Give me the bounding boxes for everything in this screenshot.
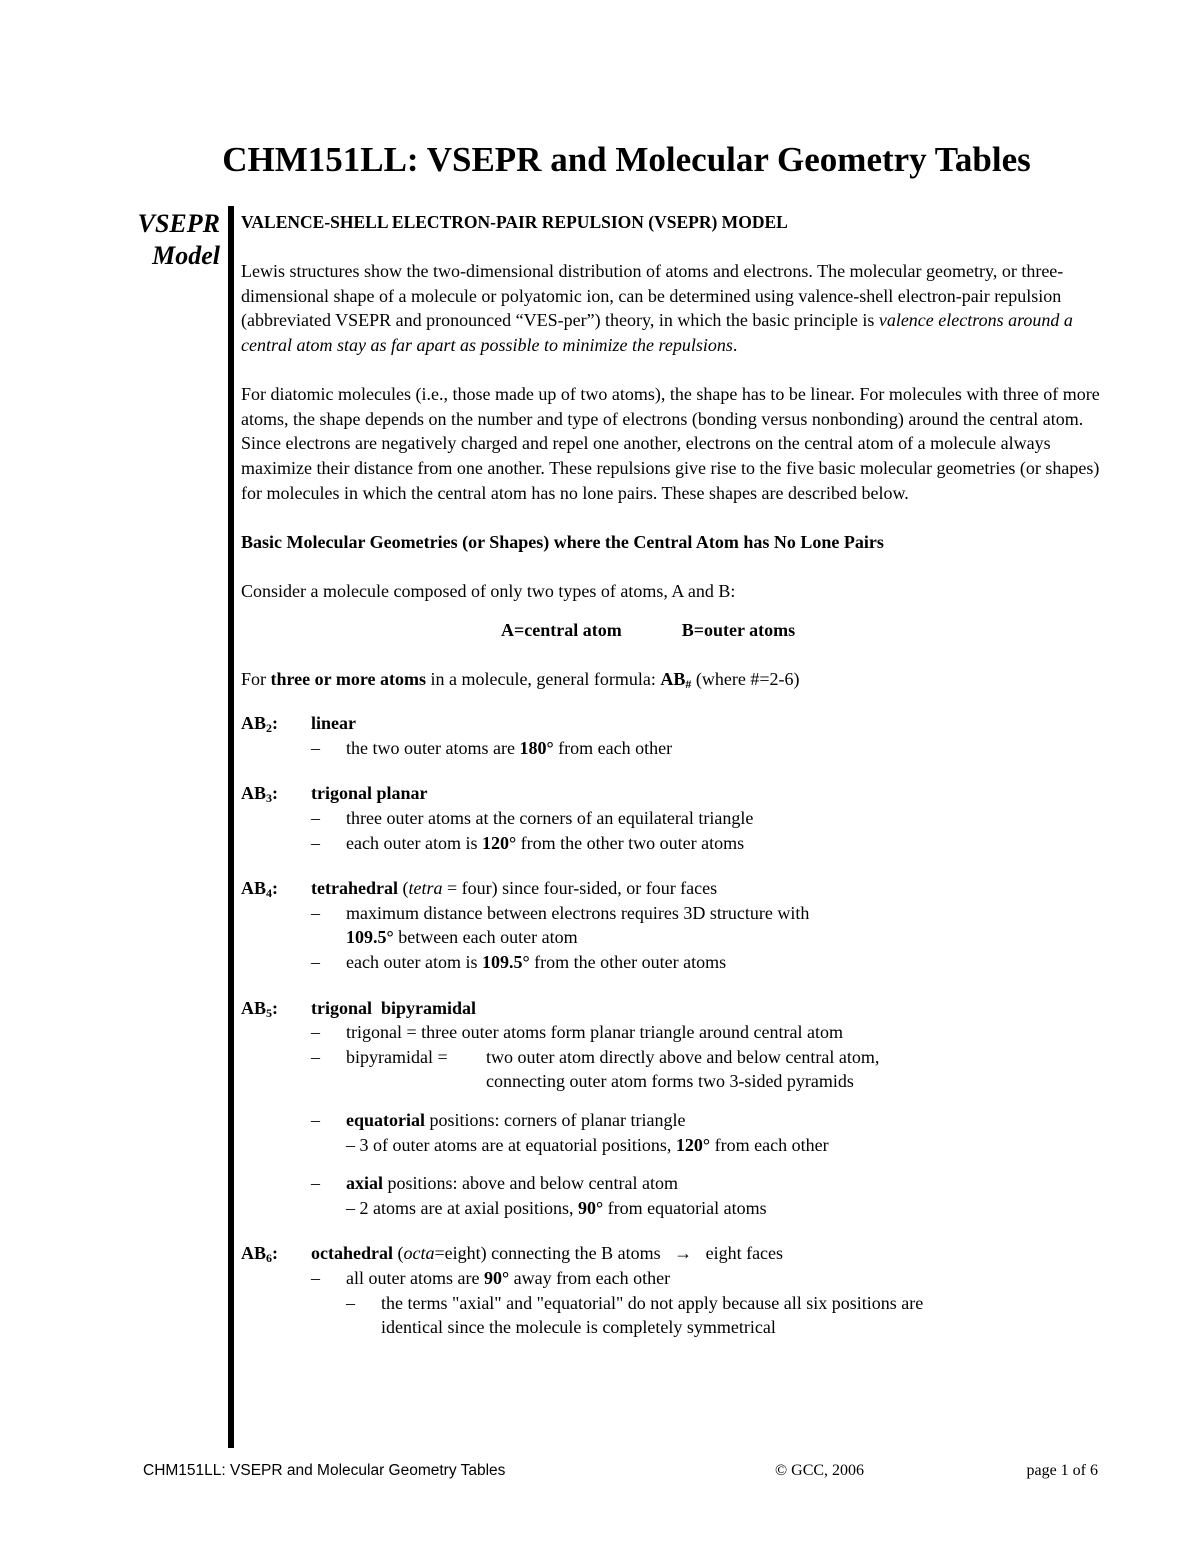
ab2-name: linear [311, 713, 356, 734]
ab4-name-line: tetrahedral (tetra = four) since four-sided, or four faces [311, 878, 718, 899]
sidebar-label-line1: VSEPR [137, 209, 220, 238]
ab4-label: $AB_4$: [241, 878, 279, 901]
ab5-item: – axial positions: above and below central atom [311, 1173, 678, 1194]
consider-line: Consider a molecule composed of only two types of atoms, A and B: [241, 580, 736, 601]
ab5-name: trigonal bipyramidal [311, 997, 477, 1018]
outer-atoms-def: B=outer atoms [681, 619, 796, 640]
ab6-subitem: – the terms "axial" and "equatorial" do not apply because all six positions are identical since the molecule is completely symmetrical [346, 1292, 924, 1338]
sidebar-label-line2: Model [152, 241, 220, 270]
atom-definitions [241, 618, 1121, 643]
ab5-subitem: – 2 atoms are at axial positions, 90° from equatorial atoms [346, 1197, 767, 1218]
ab6-block [241, 1241, 1121, 1339]
ab2-item: – the two outer atoms are 180° from each other [311, 737, 673, 758]
ab4-block [241, 876, 1121, 974]
ab3-label: $AB_3$: [241, 783, 279, 806]
ab2-block [241, 711, 1121, 760]
ab6-label: $AB_6$: [241, 1243, 279, 1266]
ab5-item: – equatorial positions: corners of planar triangle [311, 1110, 686, 1130]
ab5-block [241, 996, 1121, 1221]
ab3-item: – each outer atom is 120° from the other two outer atoms [311, 832, 745, 853]
ab4-item: – maximum distance between electrons requires 3D structure with 109.5° between each outer atom [311, 902, 810, 948]
ab5-label: $AB_5$: [241, 997, 279, 1020]
page-footer [143, 1462, 1098, 1480]
ab5-item: – bipyramidal = two outer atom directly above and below central atom, connecting outer atom forms two 3-sided pyramids [311, 1046, 880, 1092]
vertical-rule [228, 206, 234, 1448]
intro-paragraph: Lewis structures show the two-dimensional distribution of atoms and electrons. The molecular geometry, or three-dimensional shape of a molecule or polyatomic ion, can be determined using valence-shell electron-pair repulsion (abbreviated VSEPR and pronounced “VES-per”) theory, in which the basic principle is valence electrons around a central atom stay as far apart as possible to minimize the repulsions. [241, 261, 1073, 355]
subheading: Basic Molecular Geometries (or Shapes) where the Central Atom has No Lone Pairs [241, 531, 884, 552]
page-title: CHM151LL: VSEPR and Molecular Geometry Tables [222, 140, 1031, 179]
footer-copyright: © GCC, 2006 [775, 1462, 865, 1479]
central-atom-def: A=central atom [501, 619, 622, 640]
ab3-item: – three outer atoms at the corners of an equilateral triangle [311, 808, 754, 829]
ab5-subitem: – 3 of outer atoms are at equatorial positions, 120° from each other [346, 1134, 829, 1155]
section-heading: VALENCE-SHELL ELECTRON-PAIR REPULSION (VSEPR) MODEL [241, 212, 788, 232]
footer-page-number: page 1 of 6 [1026, 1462, 1098, 1479]
main-content [241, 210, 1121, 1340]
ab6-item: – all outer atoms are 90° away from each other [311, 1267, 671, 1288]
ab3-block [241, 781, 1121, 855]
diatomic-paragraph: For diatomic molecules (i.e., those made up of two atoms), the shape has to be linear. For molecules with three of more atoms, the shape depends on the number and type of electrons (bonding versus nonbonding) around the central atom. Since electrons are negatively charged and repel one another, electrons on the central atom of a molecule always maximize their distance from one another. These repulsions give rise to the five basic molecular geometries (or shapes) for molecules in which the central atom has no lone pairs. These shapes are described below. [241, 384, 1100, 503]
ab5-item: – trigonal = three outer atoms form planar triangle around central atom [311, 1022, 843, 1043]
sidebar-section-label [110, 208, 220, 272]
ab4-item: – each outer atom is 109.5° from the other outer atoms [311, 952, 727, 973]
ab2-label: $AB_2$: [241, 713, 279, 736]
general-formula-line: For three or more atoms in a molecule, general formula: $AB_{\#}$ (where #=2-6) [241, 668, 800, 691]
ab6-name-line: octahedral (octa=eight) connecting the B atoms → eight faces [311, 1243, 784, 1264]
footer-course-title: CHM151LL: VSEPR and Molecular Geometry Tables [143, 1462, 506, 1479]
ab3-name: trigonal planar [311, 783, 428, 804]
